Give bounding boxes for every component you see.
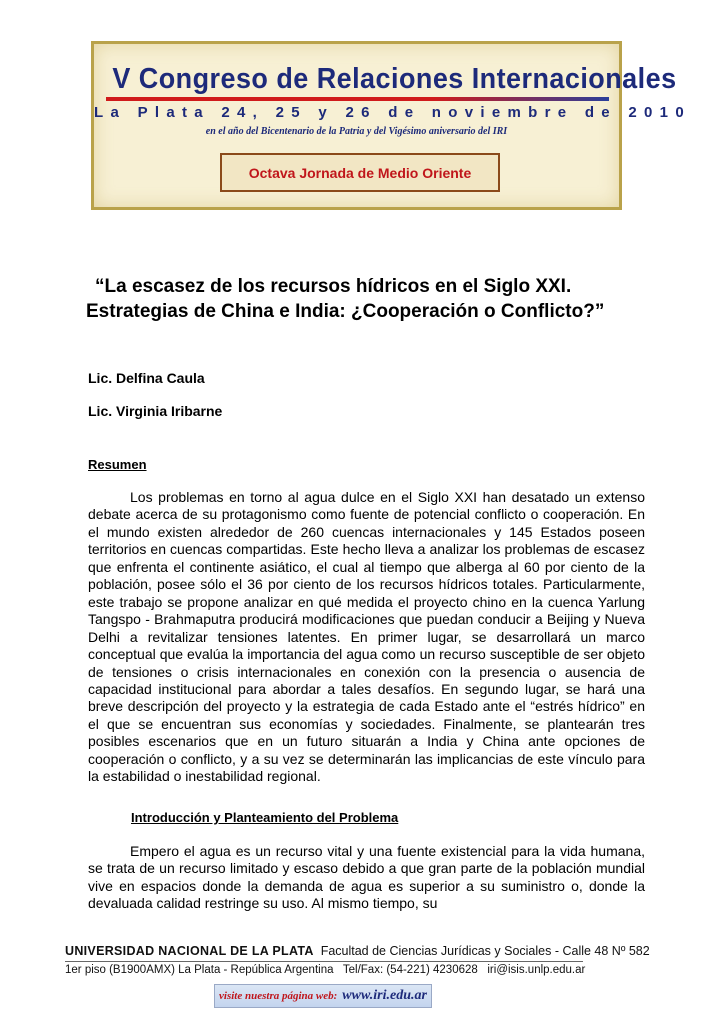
footer-faculty: Facultad de Ciencias Jurídicas y Sociales - Calle 48 Nº 582: [320, 944, 650, 958]
banner-divider: [106, 97, 609, 101]
intro-heading: Introducción y Planteamiento del Problema: [131, 810, 399, 825]
banner-title: V Congreso de Relaciones Internacionales: [112, 63, 677, 95]
article-title-line-1: “La escasez de los recursos hídricos en el Siglo XXI.: [95, 276, 572, 297]
footer-email[interactable]: iri@isis.unlp.edu.ar: [487, 964, 586, 976]
footer-contact: [65, 964, 585, 976]
banner-session-box: Octava Jornada de Medio Oriente: [220, 153, 500, 192]
footer-divider: [65, 961, 583, 962]
author-2: Lic. Virginia Iribarne: [88, 403, 223, 419]
banner-subtitle: en el año del Bicentenario de la Patria y del Vigésimo aniversario del IRI: [205, 126, 508, 137]
conference-banner: [91, 41, 691, 210]
author-1: Lic. Delfina Caula: [88, 370, 205, 386]
footer-institution: [65, 944, 650, 958]
footer-web-link[interactable]: www.iri.edu.ar: [342, 988, 427, 1003]
article-title-line-2: Estrategias de China e India: ¿Cooperación o Conflicto?”: [86, 301, 605, 322]
article-title: [86, 274, 646, 324]
footer-web-box[interactable]: [214, 984, 432, 1008]
footer-university: UNIVERSIDAD NACIONAL DE LA PLATA: [65, 944, 314, 958]
resumen-paragraph: Los problemas en torno al agua dulce en el Siglo XXI han desatado un extenso debate acerca de su protagonismo como fuente de potencial conflicto o cooperación. En el mundo existen alrededor de 260 cuencas internacionales y 145 Estados poseen territorios en cuencas compartidas. Este hecho lleva a analizar los problemas de escasez que enfrenta el continente asiático, el cual al tiempo que alberga al 60 por ciento de la población, posee sólo el 36 por ciento de los recursos hídricos totales. Particularmente, este trabajo se propone analizar en qué medida el proyecto chino en la cuenca Yarlung Tangspo - Brahmaputra producirá modificaciones que puedan conducir a Beijing y Nueva Delhi a revitalizar tensiones latentes. En primer lugar, se desarrollará un marco conceptual que evalúa la importancia del agua como un recurso susceptible de ser objeto de tensiones o crisis internacionales en conexión con la presencia o ausencia de capacidad institucional para abordar a tales desafíos. En segundo lugar, se hará una breve descripción del proyecto y la estrategia de cada Estado ante el “estrés hídrico” en el que se encuentran sus economías y sociedades. Finalmente, se plantearán tres posibles escenarios que en un futuro situarán a India y China ante opciones de cooperación o conflicto, y a su vez se determinarán las implicancias de este vínculo para la estabilidad o inestabilidad regional.: [88, 489, 645, 785]
footer-address: 1er piso (B1900AMX) La Plata - República Argentina: [65, 964, 334, 976]
footer-telfax: Tel/Fax: (54-221) 4230628: [342, 964, 478, 976]
resumen-heading: Resumen: [88, 457, 147, 472]
footer-web-label: visite nuestra página web:: [219, 990, 338, 1002]
intro-paragraph: Empero el agua es un recurso vital y una fuente existencial para la vida humana, se trata de un recurso limitado y escaso debido a que gran parte de la población mundial vive en espacios donde la demanda de agua es superior a su suministro o, donde la devaluada calidad restringe su uso. Al mismo tiempo, su: [88, 843, 645, 912]
banner-dates: La Plata 24, 25 y 26 de noviembre de 2010: [94, 104, 691, 121]
